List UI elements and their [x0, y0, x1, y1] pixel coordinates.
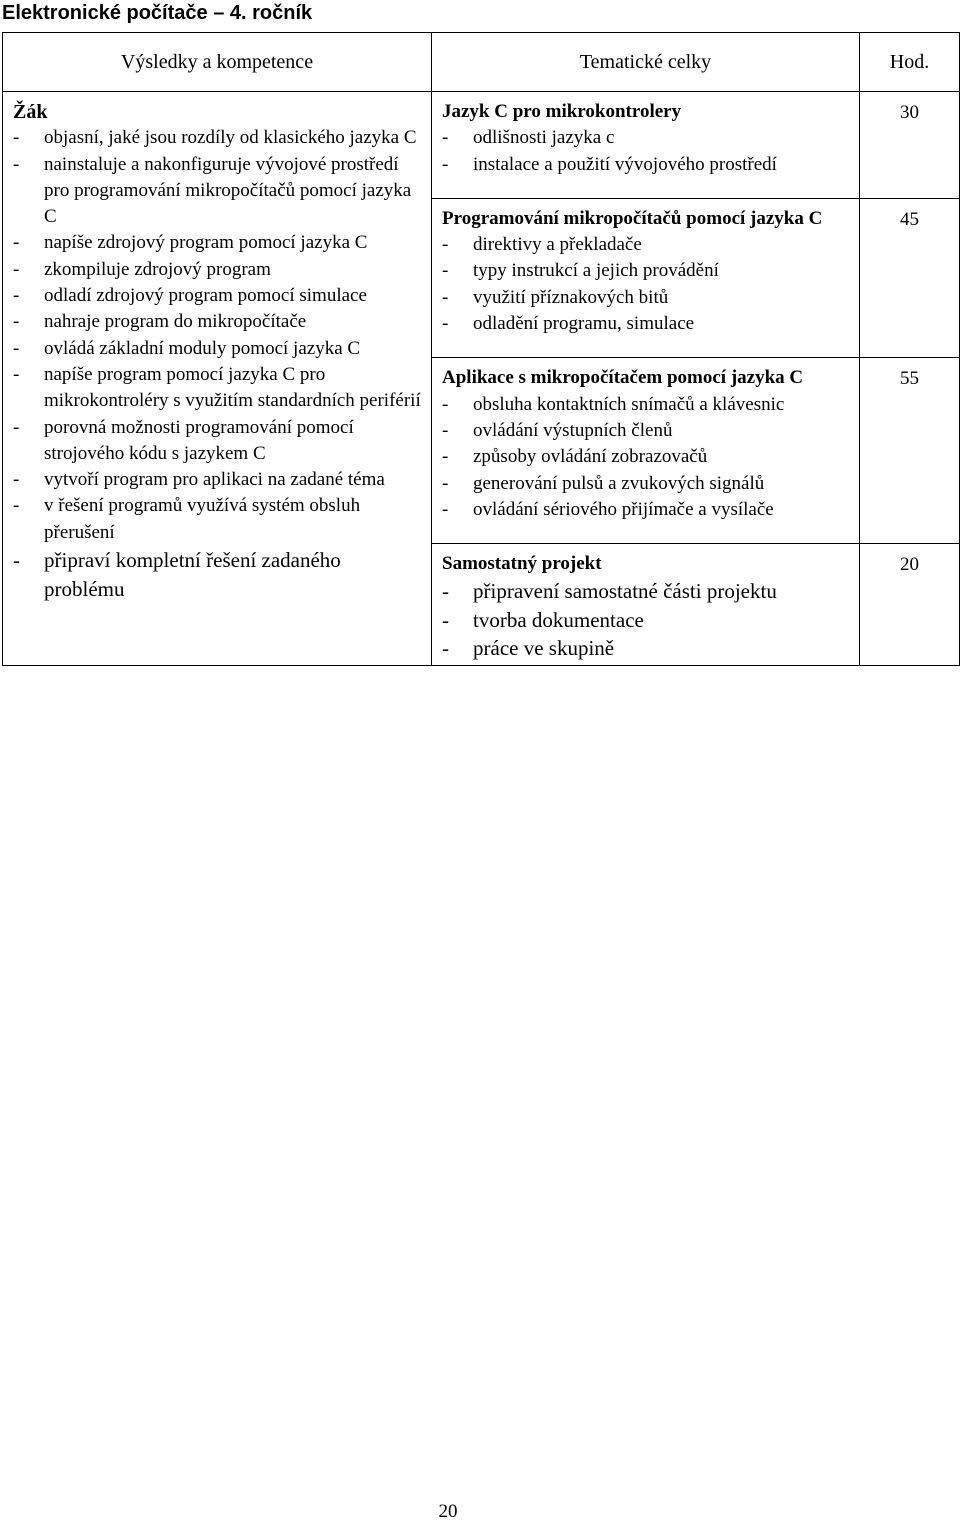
- competence-item: - ovládá základní moduly pomocí jazyka C: [13, 337, 361, 359]
- topic-block-2: [432, 198, 860, 357]
- competence-item: - odladí zdrojový program pomocí simulace: [13, 285, 367, 307]
- topic-item: - ovládání výstupních členů: [442, 419, 673, 441]
- competences-intro: Žák: [13, 101, 48, 123]
- topic-title: Programování mikropočítačů pomocí jazyka C: [442, 207, 823, 229]
- competence-item: - vytvoří program pro aplikaci na zadané téma: [13, 469, 385, 491]
- competence-item: - připraví kompletní řešení zadaného problému: [13, 548, 341, 601]
- competence-item: - nainstaluje a nakonfiguruje vývojové prostředí pro programování mikropočítačů pomocí jazyka C: [13, 153, 412, 228]
- table-header-row: [3, 33, 960, 92]
- competence-item: - nahraje program do mikropočítače: [13, 311, 307, 333]
- topic-block-3: [432, 358, 860, 544]
- page-number: 20: [438, 1501, 458, 1522]
- topic-item: - využití příznakových bitů: [442, 286, 669, 308]
- document-title: Elektronické počítače – 4. ročník: [2, 2, 313, 24]
- topic-item: - odladění programu, simulace: [442, 313, 695, 335]
- competence-item: - porovná možnosti programování pomocí strojového kódu s jazykem C: [13, 416, 354, 464]
- topic-title: Jazyk C pro mikrokontrolery: [442, 101, 682, 122]
- topic-item: - generování pulsů a zvukových signálů: [442, 472, 765, 494]
- topic-item: - instalace a použití vývojového prostředí: [442, 153, 777, 175]
- hours-cell: 30: [860, 92, 960, 199]
- topic-item: - odlišnosti jazyka c: [442, 127, 615, 149]
- topic-block-1: [432, 92, 860, 199]
- table-row: [3, 92, 960, 199]
- competence-item: - napíše zdrojový program pomocí jazyka C: [13, 232, 368, 254]
- competence-item: - zkompiluje zdrojový program: [13, 258, 271, 280]
- topic-item: - obsluha kontaktních snímačů a klávesnic: [442, 393, 785, 415]
- curriculum-table: [2, 32, 960, 666]
- topic-title: Aplikace s mikropočítačem pomocí jazyka C: [442, 367, 804, 389]
- topic-item: - připravení samostatné části projektu: [442, 579, 777, 604]
- topic-item: - tvorba dokumentace: [442, 607, 644, 632]
- competence-item: - objasní, jaké jsou rozdíly od klasického jazyka C: [13, 127, 417, 149]
- hours-cell: 55: [860, 358, 960, 544]
- topic-item: - typy instrukcí a jejich provádění: [442, 260, 719, 282]
- header-topics: Tematické celky: [432, 33, 860, 92]
- topic-item: - ovládání sériového přijímače a vysílače: [442, 498, 774, 520]
- topic-item: - direktivy a překladače: [442, 234, 642, 256]
- competence-item: - napíše program pomocí jazyka C pro mikrokontroléry s využitím standardních periférií: [13, 363, 421, 412]
- hours-cell: 45: [860, 198, 960, 357]
- hours-cell: 20: [860, 544, 960, 666]
- topic-item: - způsoby ovládání zobrazovačů: [442, 446, 708, 468]
- competence-item: - v řešení programů využívá systém obsluh přerušení: [13, 495, 361, 543]
- competences-cell: [3, 92, 432, 666]
- topic-title: Samostatný projekt: [442, 553, 602, 575]
- header-competences: Výsledky a kompetence: [3, 33, 432, 92]
- topic-block-4: [432, 544, 860, 666]
- topic-item: - práce ve skupině: [442, 636, 615, 661]
- header-hours: Hod.: [860, 33, 960, 92]
